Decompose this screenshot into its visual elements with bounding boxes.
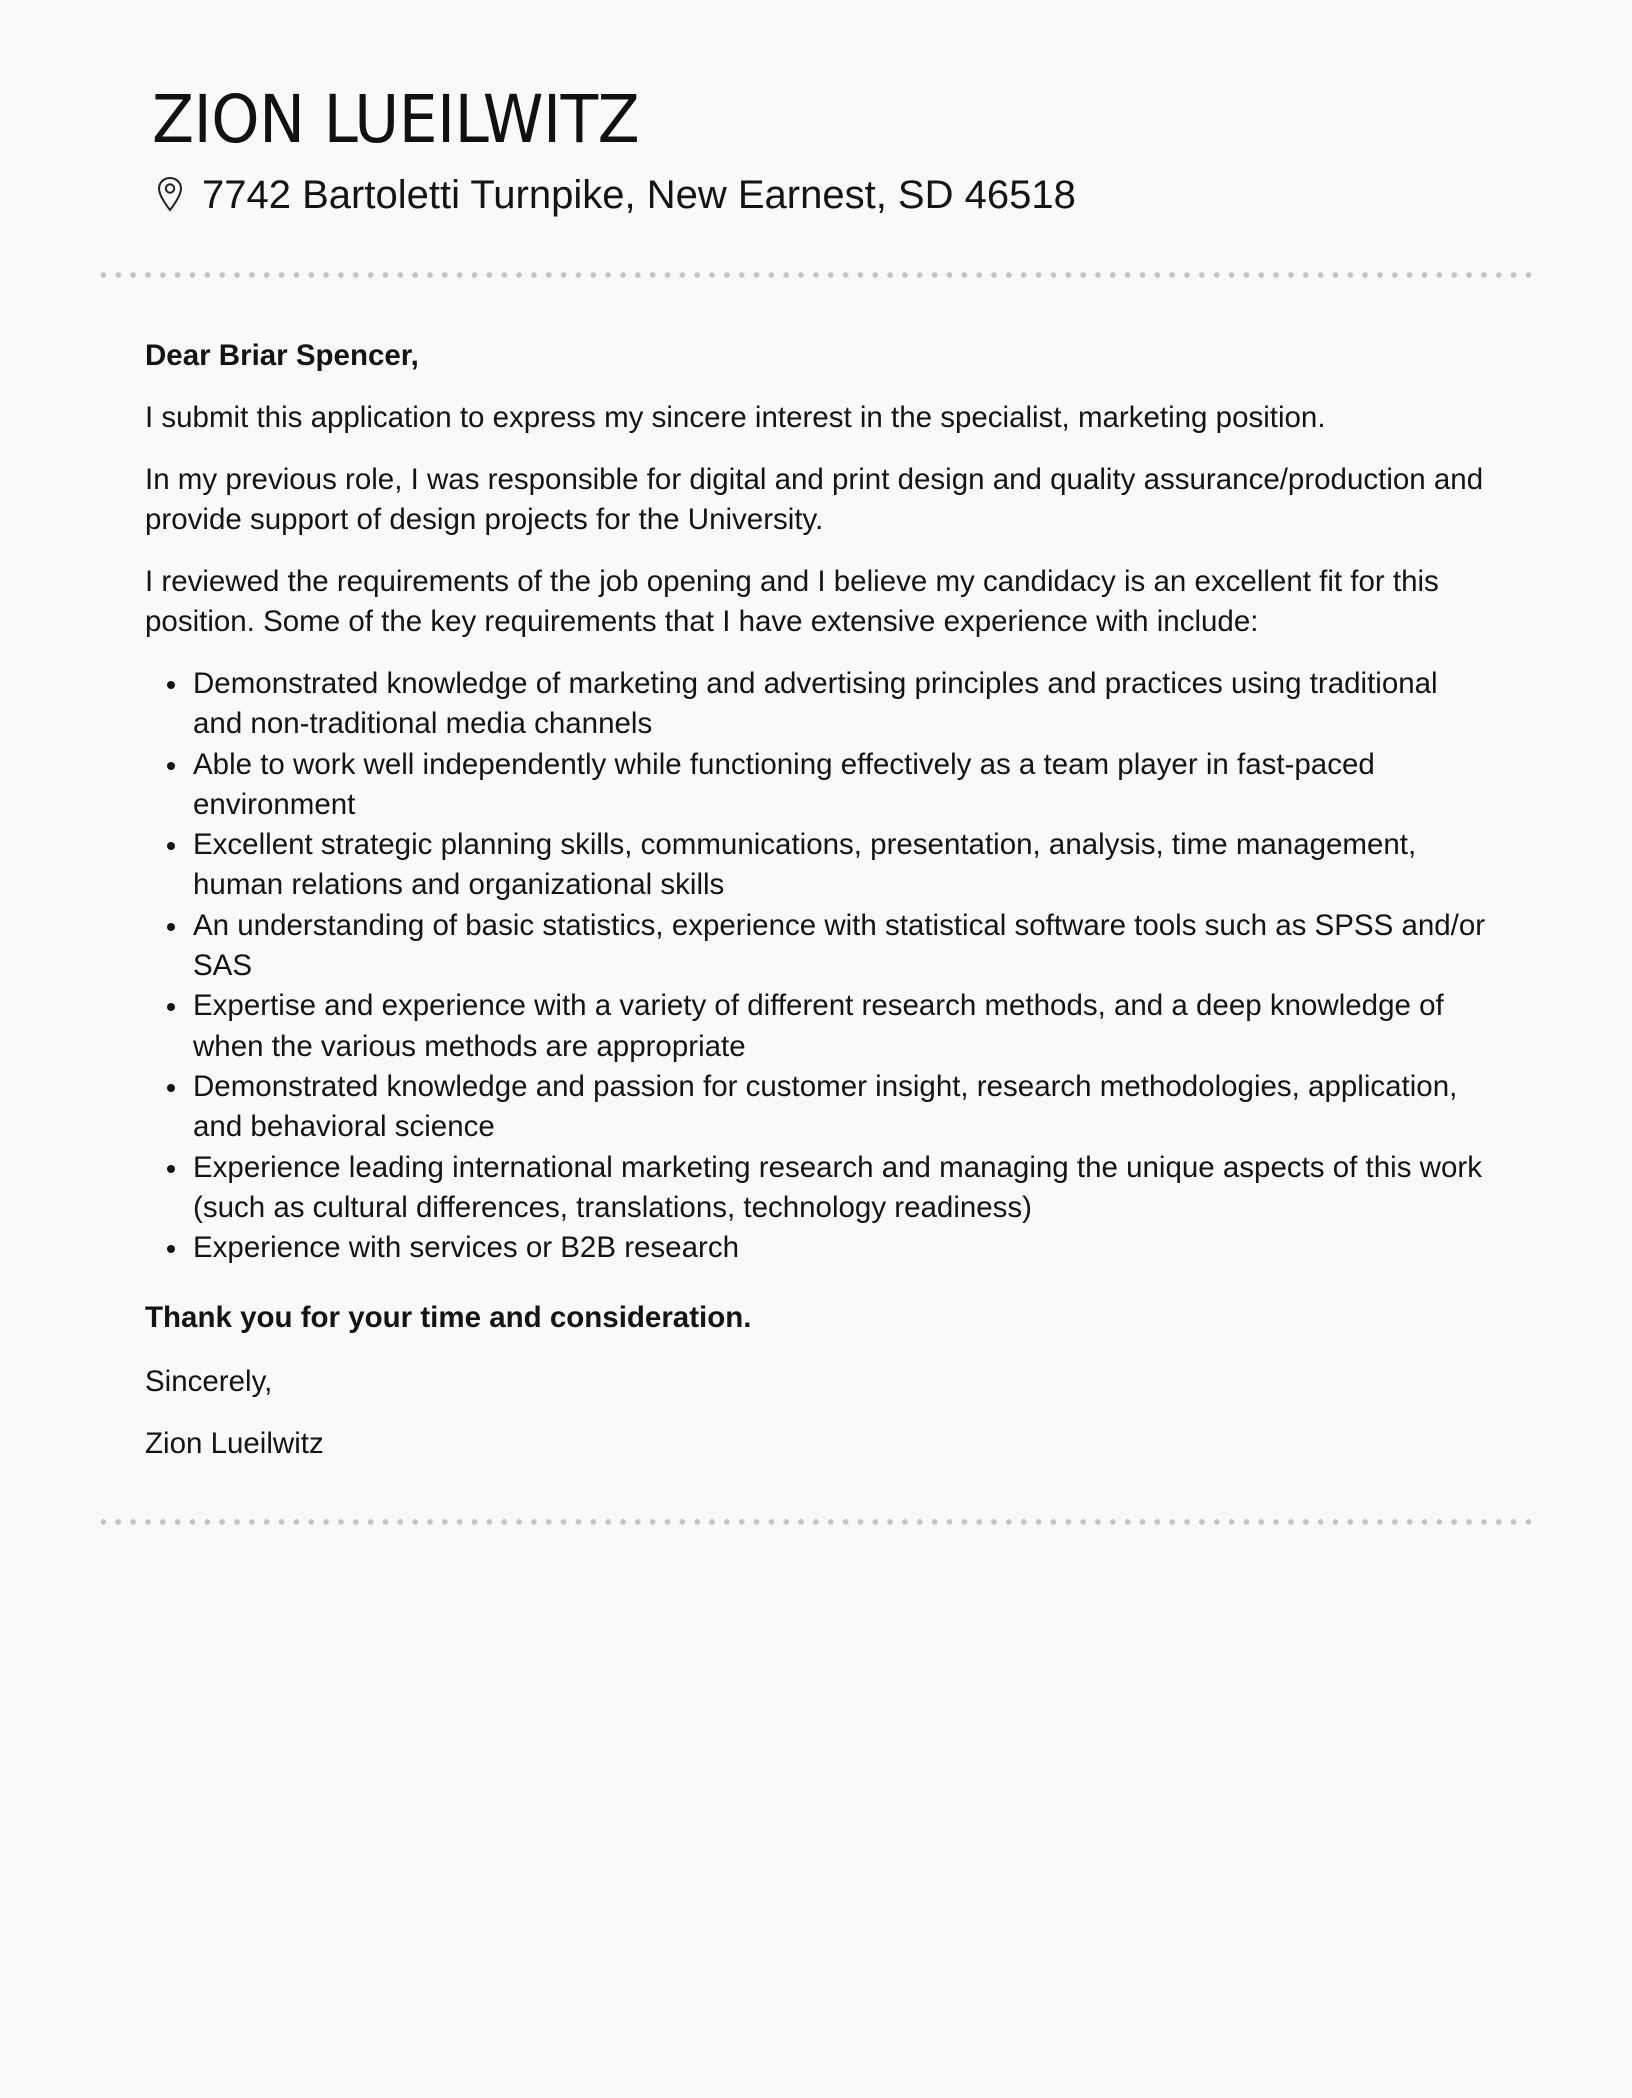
- signoff: Sincerely,: [145, 1365, 273, 1399]
- list-item: Able to work well independently while functioning effectively as a team player in fast-paced environment: [193, 745, 1495, 826]
- address-row: [152, 170, 1482, 220]
- bottom-dotted-divider: [96, 1519, 1536, 1525]
- intro-paragraph: I submit this application to express my sincere interest in the specialist, marketing position.: [145, 401, 1326, 434]
- letter-body: [145, 336, 1495, 1486]
- requirements-list: [145, 664, 1495, 1268]
- list-item: Demonstrated knowledge of marketing and advertising principles and practices using traditional and non-traditional media channels: [193, 664, 1495, 745]
- list-item: Demonstrated knowledge and passion for customer insight, research methodologies, application, and behavioral science: [193, 1067, 1495, 1148]
- list-item: Excellent strategic planning skills, communications, presentation, analysis, time management, human relations and organizational skills: [193, 825, 1495, 906]
- list-item: Experience with services or B2B research: [193, 1228, 1495, 1268]
- list-item: An understanding of basic statistics, experience with statistical software tools such as SPSS and/or SAS: [193, 906, 1495, 987]
- top-dotted-divider: [96, 272, 1536, 278]
- map-pin-icon: [156, 175, 184, 215]
- closing-line: Thank you for your time and consideration.: [145, 1301, 752, 1335]
- letter-header: [152, 78, 1482, 220]
- applicant-name: ZION LUEILWITZ: [152, 81, 640, 158]
- experience-paragraph: In my previous role, I was responsible for digital and print design and quality assurance/production and provide support of design projects for the University.: [145, 463, 1484, 536]
- address-text: 7742 Bartoletti Turnpike, New Earnest, SD 46518: [202, 173, 1076, 217]
- greeting: Dear Briar Spencer,: [145, 339, 419, 372]
- list-item: Expertise and experience with a variety of different research methods, and a deep knowledge of when the various methods are appropriate: [193, 986, 1495, 1067]
- list-item: Experience leading international marketing research and managing the unique aspects of this work (such as cultural differences, translations, technology readiness): [193, 1148, 1495, 1229]
- requirements-intro-paragraph: I reviewed the requirements of the job opening and I believe my candidacy is an excellent fit for this position. Some of the key requirements that I have extensive experience with include:: [145, 565, 1439, 638]
- signature-name: Zion Lueilwitz: [145, 1427, 324, 1461]
